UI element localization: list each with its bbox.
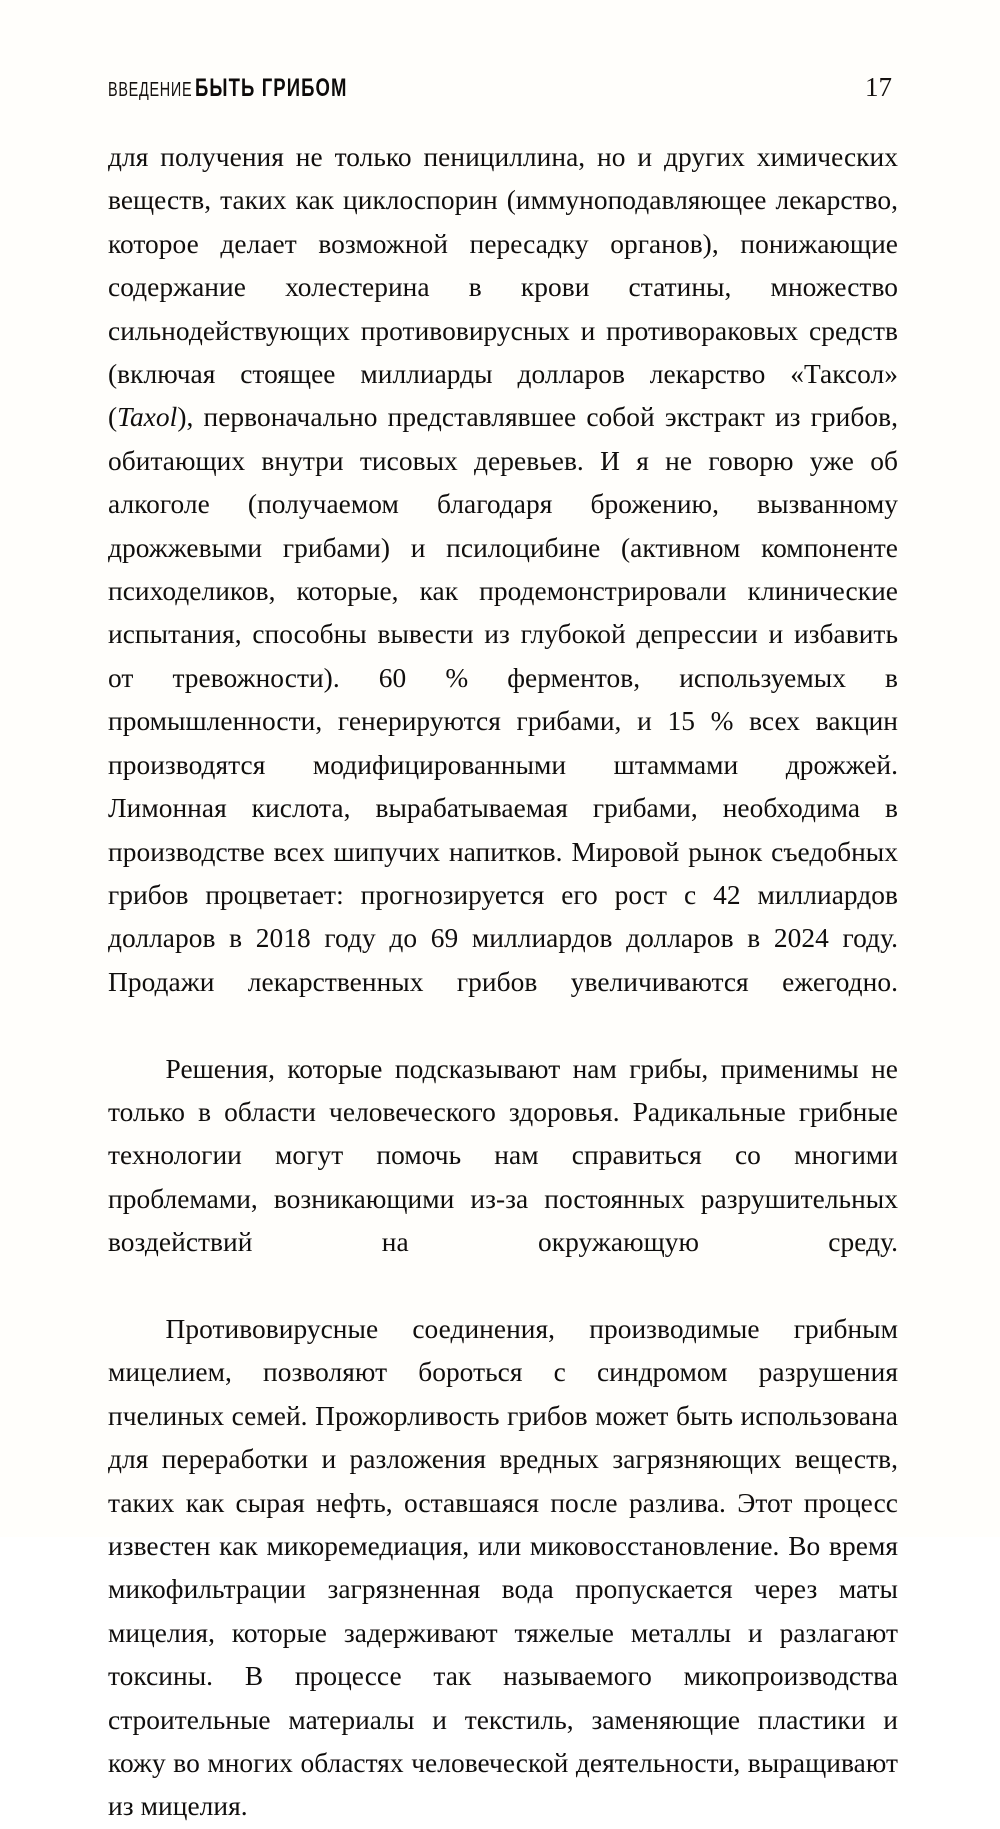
paragraph: Решения, которые подсказывают нам грибы, применимы не только в области человеческого здоровья. Радикальные грибные технологии могут помочь нам справиться со многими проблемами, возникающими из-за постоянных разрушительных воздействий на окружающую среду.: [108, 1053, 898, 1258]
paragraph: Противовирусные соединения, производимые грибным мицелием, позволяют бороться с синдромом разрушения пчелиных семей. Прожорливость грибов может быть использована для переработки и разложения вредных загрязняющих веществ, таких как сырая нефть, оставшаяся после разлива. Этот процесс известен как микоремедиация, или миковосстановление. Во время микофильтрации загрязненная вода пропускается через маты мицелия, которые задерживают тяжелые металлы и разлагают токсины. В процессе так называемого микопроизводства строительные материалы и текстиль, заменяющие пластики и кожу во многих областях человеческой деятельности, выращивают из мицелия.: [108, 1313, 898, 1822]
page-header: [108, 72, 892, 114]
running-head-chapter: ВВЕДЕНИЕ: [108, 79, 193, 101]
page-number: 17: [865, 72, 892, 102]
paragraph: для получения не только пенициллина, но и других химических веществ, таких как циклоспорин (иммуноподавляющее лекарство, которое делает возможной пересадку органов), понижающие содержание холестерина в крови статины, множество сильнодействующих противовирусных и противораковых средств (включая стоящее миллиарды долларов лекарство «Таксол» (Taxol), первоначально представлявшее собой экстракт из грибов, обитающих внутри тисовых деревьев. И я не говорю уже об алкоголе (получаемом благодаря брожению, вызванному дрожжевыми грибами) и псилоцибине (активном компоненте психоделиков, которые, как продемонстрировали клинические испытания, способны вывести из глубокой депрессии и избавить от тревожности). 60 % ферментов, используемых в промышленности, генерируются грибами, и 15 % всех вакцин производятся модифицированными штаммами дрожжей. Лимонная кислота, вырабатываемая грибами, необходима в производстве всех шипучих напитков. Мировой рынок съедобных грибов процветает: прогнозируется его рост с 42 миллиардов долларов в 2018 году до 69 миллиардов долларов в 2024 году. Продажи лекарственных грибов увеличиваются ежегодно.: [108, 142, 898, 997]
running-head-title: БЫТЬ ГРИБОМ: [195, 74, 348, 102]
italic-term: Taxol: [117, 402, 178, 433]
running-head: [108, 74, 401, 103]
body-text: [108, 136, 898, 1829]
